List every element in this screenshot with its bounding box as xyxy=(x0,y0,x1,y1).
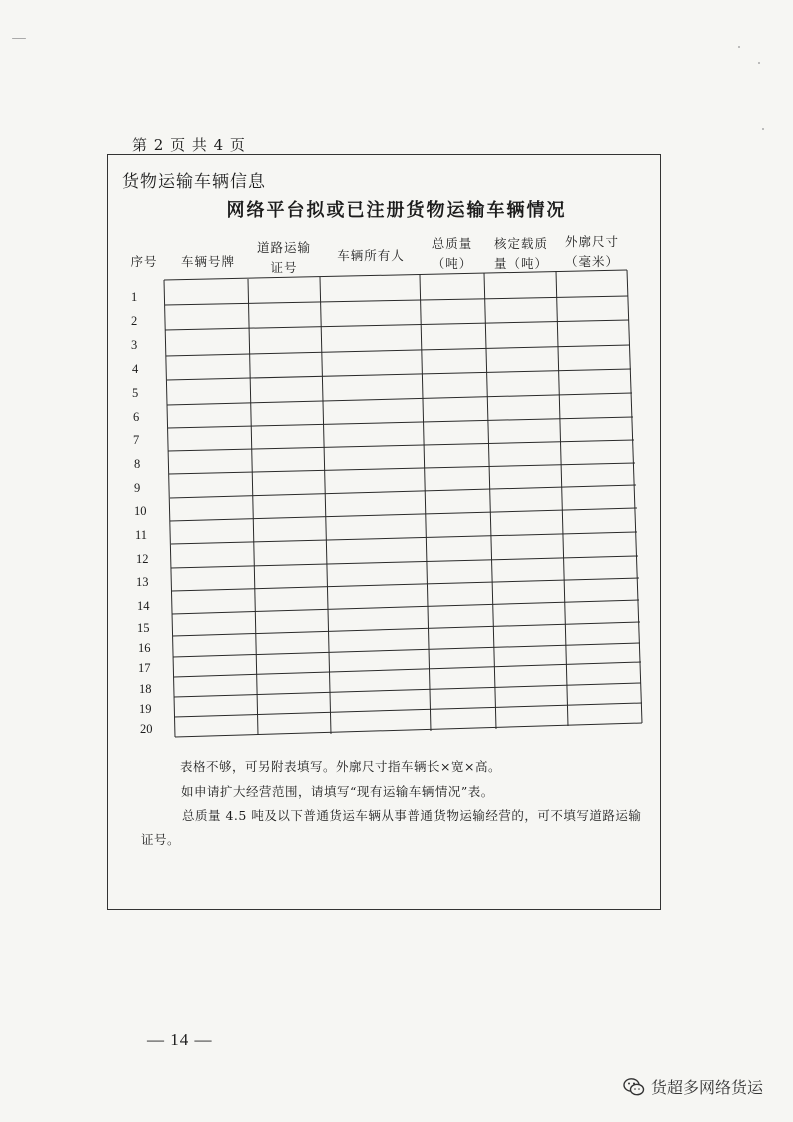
watermark-text: 货超多网络货运 xyxy=(650,1078,763,1097)
row-number: 8 xyxy=(134,457,141,471)
note-line: 证号。 xyxy=(141,832,181,847)
column-header-index: 序号 xyxy=(130,254,158,269)
row-number: 4 xyxy=(132,362,139,376)
row-number: 6 xyxy=(133,410,140,424)
row-number: 20 xyxy=(140,722,153,736)
row-number: 17 xyxy=(138,661,151,675)
page-indicator: 第 2 页 共 4 页 xyxy=(132,136,246,154)
row-number: 3 xyxy=(131,338,138,352)
page-number: — 14 — xyxy=(147,1030,213,1049)
table-title: 网络平台拟或已注册货物运输车辆情况 xyxy=(226,200,567,221)
column-header-permit: 道路运输 证号 xyxy=(256,240,311,275)
section-title: 货物运输车辆信息 xyxy=(122,172,266,192)
row-number: 5 xyxy=(132,386,139,400)
row-number: 16 xyxy=(138,641,151,655)
column-header-owner: 车辆所有人 xyxy=(337,248,405,263)
wechat-icon xyxy=(623,1077,645,1097)
note-line: 总质量 4.5 吨及以下普通货运车辆从事普通货物运输经营的，可不填写道路运输 xyxy=(182,808,642,823)
row-number: 19 xyxy=(139,702,152,716)
row-number: 1 xyxy=(131,290,138,304)
column-header-dimensions: 外廓尺寸 （毫米） xyxy=(564,234,619,269)
row-number: 14 xyxy=(137,599,150,613)
note-line: 表格不够，可另附表填写。外廓尺寸指车辆长×宽×高。 xyxy=(180,759,501,774)
row-number: 2 xyxy=(131,314,138,328)
row-number: 13 xyxy=(136,575,149,589)
row-number: 9 xyxy=(134,481,141,495)
column-header-rated-load: 核定载质 量（吨） xyxy=(493,236,548,271)
row-number: 7 xyxy=(133,433,140,447)
row-number: 15 xyxy=(137,621,150,635)
column-header-gross-weight: 总质量 （吨） xyxy=(431,236,473,271)
row-number: 12 xyxy=(136,552,149,566)
row-number: 11 xyxy=(135,528,148,542)
row-number: 18 xyxy=(139,682,152,696)
column-header-plate: 车辆号牌 xyxy=(180,254,235,269)
row-number: 10 xyxy=(134,504,147,518)
note-line: 如申请扩大经营范围，请填写“现有运输车辆情况”表。 xyxy=(181,784,494,799)
wechat-watermark xyxy=(623,1075,763,1098)
